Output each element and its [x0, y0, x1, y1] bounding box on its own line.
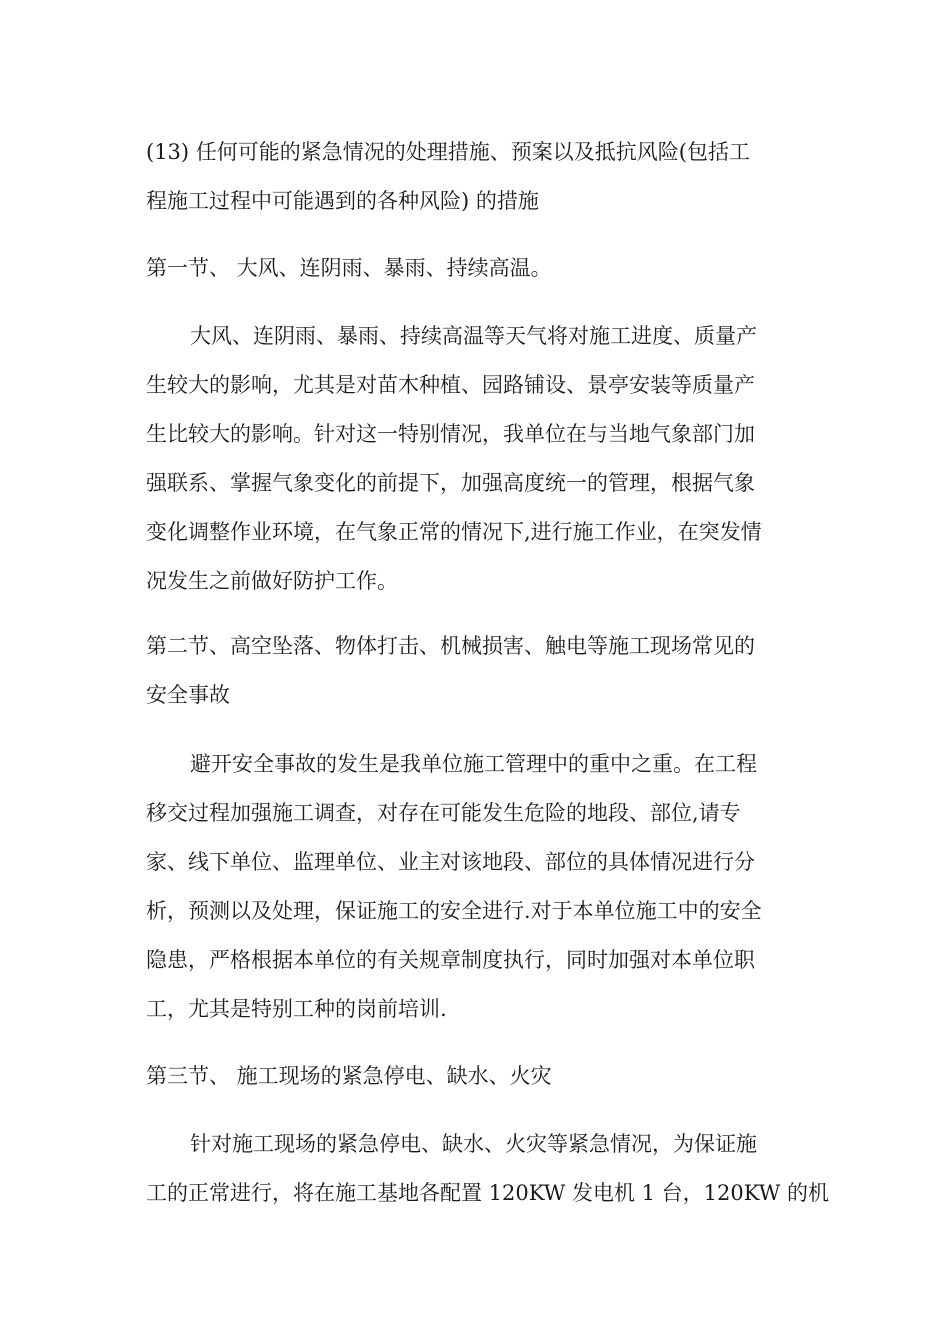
paragraph-line: 避开安全事故的发生是我单位施工管理中的重中之重。在工程 — [190, 752, 757, 776]
section3-heading — [146, 1052, 808, 1101]
section2-heading — [146, 622, 808, 720]
section-heading-text: 第一节、 大风、连阴雨、暴雨、持续高温。 — [146, 256, 552, 280]
paragraph-line: 工，尤其是特别工种的岗前培训. — [146, 997, 447, 1021]
section1-heading — [146, 244, 808, 293]
section1-paragraph — [146, 312, 808, 606]
intro-line: (13) 任何可能的紧急情况的处理措施、预案以及抵抗风险(包括工 — [146, 140, 750, 164]
paragraph-line: 生较大的影响，尤其是对苗木种植、园路铺设、景亭安装等质量产 — [146, 373, 755, 397]
section-heading-text: 第三节、 施工现场的紧急停电、缺水、火灾 — [146, 1064, 552, 1088]
paragraph-line: 家、线下单位、监理单位、业主对该地段、部位的具体情况进行分 — [146, 850, 755, 874]
paragraph-line: 强联系、掌握气象变化的前提下，加强高度统一的管理，根据气象 — [146, 471, 755, 495]
paragraph-line: 工的正常进行，将在施工基地各配置 120KW 发电机 1 台，120KW 的机 — [146, 1181, 829, 1205]
intro-line: 程施工过程中可能遇到的各种风险) 的措施 — [146, 189, 539, 213]
paragraph-line: 析，预测以及处理，保证施工的安全进行.对于本单位施工中的安全 — [146, 899, 762, 923]
paragraph-line: 生比较大的影响。针对这一特别情况，我单位在与当地气象部门加 — [146, 422, 755, 446]
section3-paragraph — [146, 1120, 829, 1218]
paragraph-line: 大风、连阴雨、暴雨、持续高温等天气将对施工进度、质量产 — [190, 324, 757, 348]
section2-paragraph — [146, 740, 808, 1034]
section-heading-text: 安全事故 — [146, 683, 230, 707]
section-heading-text: 第二节、高空坠落、物体打击、机械损害、触电等施工现场常见的 — [146, 634, 755, 658]
paragraph-line: 隐患，严格根据本单位的有关规章制度执行，同时加强对本单位职 — [146, 948, 755, 972]
paragraph-line: 变化调整作业环境，在气象正常的情况下,进行施工作业，在突发情 — [146, 520, 762, 544]
intro-heading — [146, 128, 808, 226]
paragraph-line: 况发生之前做好防护工作。 — [146, 569, 398, 593]
paragraph-line: 针对施工现场的紧急停电、缺水、火灾等紧急情况，为保证施 — [190, 1132, 757, 1156]
paragraph-line: 移交过程加强施工调查，对存在可能发生危险的地段、部位,请专 — [146, 801, 741, 825]
